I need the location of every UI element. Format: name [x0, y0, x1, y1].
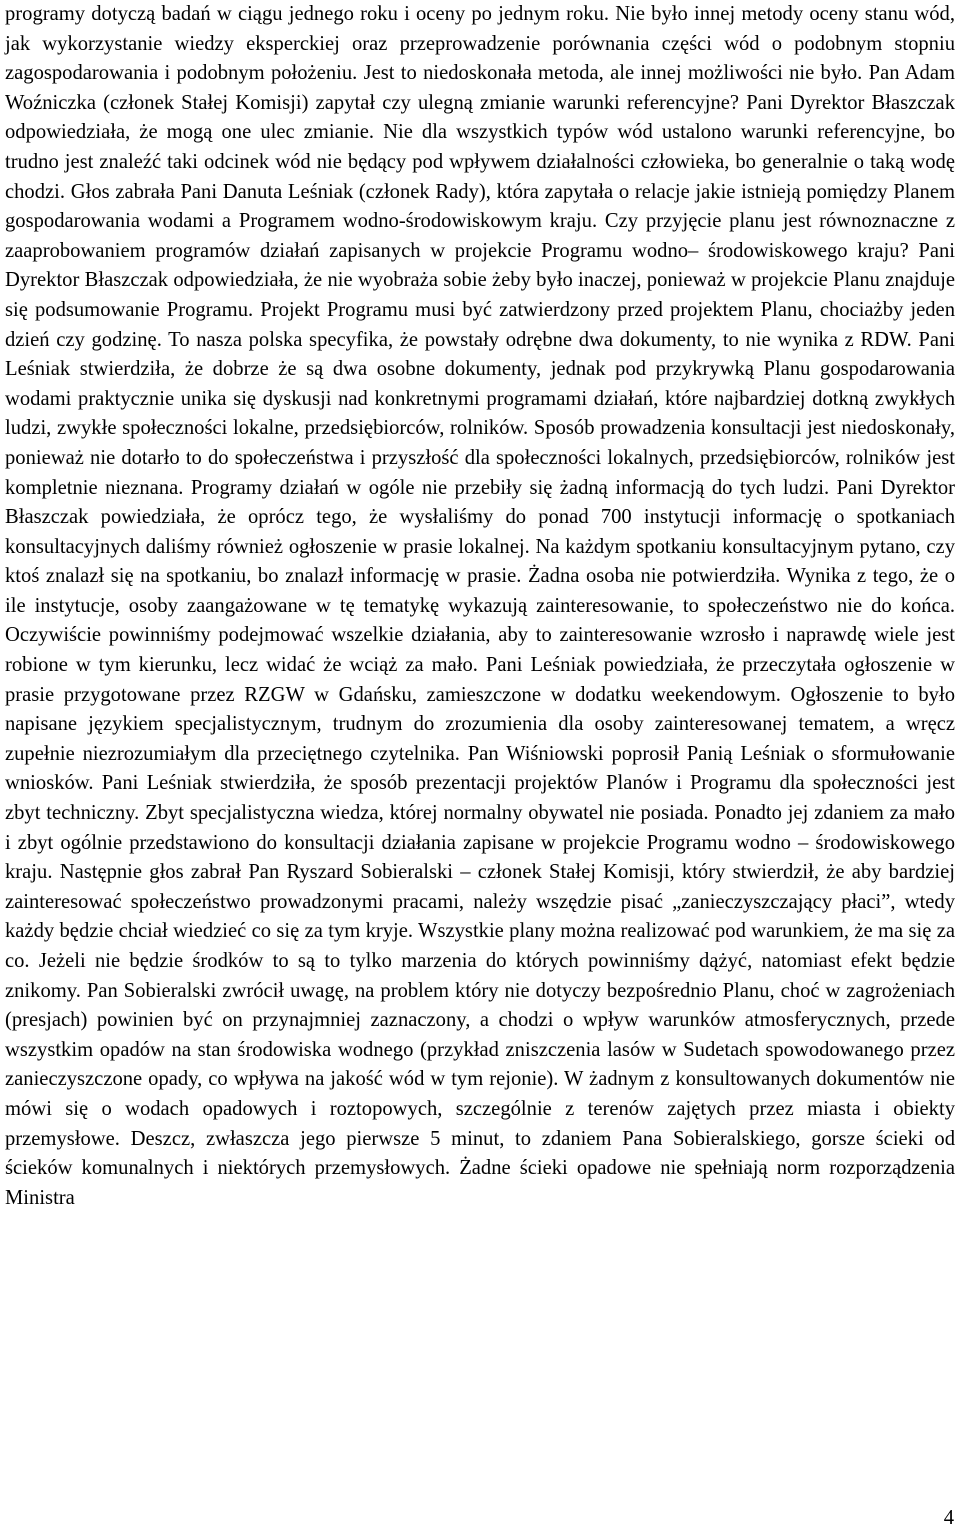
- page-number: 4: [943, 1507, 954, 1529]
- body-paragraph: programy dotyczą badań w ciągu jednego roku i oceny po jednym roku. Nie było innej metody oceny stanu wód, jak wykorzystanie wiedzy eksperckiej oraz przeprowadzenie porównania części wód o podobnym stopniu zagospodarowania i podobnym położeniu. Jest to niedoskonała metoda, ale innej możliwości nie było. Pan Adam Woźniczka (członek Stałej Komisji) zapytał czy ulegną zmianie warunki referencyjne? Pani Dyrektor Błaszczak odpowiedziała, że mogą one ulec zmianie. Nie dla wszystkich typów wód ustalono warunki referencyjne, bo trudno jest znaleźć taki odcinek wód nie będący pod wpływem działalności człowieka, bo generalnie o taką wodę chodzi. Głos zabrała Pani Danuta Leśniak (członek Rady), która zapytała o relacje jakie istnieją pomiędzy Planem gospodarowania wodami a Programem wodno-środowiskowym kraju. Czy przyjęcie planu jest równoznaczne z zaaprobowaniem programów działań zapisanych w projekcie Programu wodno– środowiskowego kraju? Pani Dyrektor Błaszczak odpowiedziała, że nie wyobraża sobie żeby było inaczej, ponieważ w projekcie Planu znajduje się podsumowanie Programu. Projekt Programu musi być zatwierdzony przed projektem Planu, chociażby jeden dzień czy godzinę. To nasza polska specyfika, że powstały odrębne dwa dokumenty, to nie wynika z RDW. Pani Leśniak stwierdziła, że dobrze że są dwa osobne dokumenty, jednak pod przykrywką Planu gospodarowania wodami praktycznie unika się dyskusji nad konkretnymi programami działań, które najbardziej dotkną zwykłych ludzi, zwykłe społeczności lokalne, przedsiębiorców, rolników. Sposób prowadzenia konsultacji jest niedoskonały, ponieważ nie dotarło to do społeczeństwa i przyszłość dla społeczności lokalnych, przedsiębiorców, rolników jest kompletnie nieznana. Programy działań w ogóle nie przebiły się żadną informacją do tych ludzi. Pani Dyrektor Błaszczak powiedziała, że oprócz tego, że wysłaliśmy do ponad 700 instytucji informację o spotkaniach konsultacyjnych daliśmy również ogłoszenie w prasie lokalnej. Na każdym spotkaniu konsultacyjnym pytano, czy ktoś znalazł się na spotkaniu, bo znalazł informację w prasie. Żadna osoba nie potwierdziła. Wynika z tego, że o ile instytucje, osoby zaangażowane w tę tematykę wykazują zainteresowanie, to społeczeństwo nie do końca. Oczywiście powinniśmy podejmować wszelkie działania, aby to zainteresowanie wzrosło i naprawdę wiele jest robione w tym kierunku, lecz widać że wciąż za mało. Pani Leśniak powiedziała, że przeczytała ogłoszenie w prasie przygotowane przez RZGW w Gdańsku, zamieszczone w dodatku weekendowym. Ogłoszenie to było napisane językiem specjalistycznym, trudnym do zrozumienia dla osoby zainteresowanej tematem, a wręcz zupełnie niezrozumiałym dla przeciętnego czytelnika. Pan Wiśniowski poprosił Panią Leśniak o sformułowanie wniosków. Pani Leśniak stwierdziła, że sposób prezentacji projektów Planów i Programu dla społeczności jest zbyt techniczny. Zbyt specjalistyczna wiedza, której normalny obywatel nie posiada. Ponadto jej zdaniem za mało i zbyt ogólnie przedstawiono do konsultacji działania zapisane w projekcie Programu wodno – środowiskowego kraju. Następnie głos zabrał Pan Ryszard Sobieralski – członek Stałej Komisji, który stwierdził, że aby bardziej zainteresować społeczeństwo prowadzonymi pracami, należy wszędzie pisać „zanieczyszczający płaci”, wtedy każdy będzie chciał wiedzieć co się za tym kryje. Wszystkie plany można realizować pod warunkiem, że ma się za co. Jeżeli nie będzie środków to są to tylko marzenia do których powinniśmy dążyć, natomiast efekt będzie znikomy. Pan Sobieralski zwrócił uwagę, na problem który nie dotyczy bezpośrednio Planu, choć w zagrożeniach (presjach) powinien być on przynajmniej zaznaczony, a chodzi o wpływ warunków atmosferycznych, przede wszystkim opadów na stan środowiska wodnego (przykład zniszczenia lasów w Sudetach spowodowanego przez zanieczyszczone opady, co wpływa na jakość wód w tym rejonie). W żadnym z konsultowanych dokumentów nie mówi się o wodach opadowych i roztopowych, szczególnie z terenów zajętych przez miasta i obiekty przemysłowe. Deszcz, zwłaszcza jego pierwsze 5 minut, to zdaniem Pana Sobieralskiego, gorsze ścieki od ścieków komunalnych i niektórych przemysłowych. Żadne ścieki opadowe nie spełniają norm rozporządzenia Ministra: [5, 3, 955, 1209]
- document-page: [5, 0, 955, 1213]
